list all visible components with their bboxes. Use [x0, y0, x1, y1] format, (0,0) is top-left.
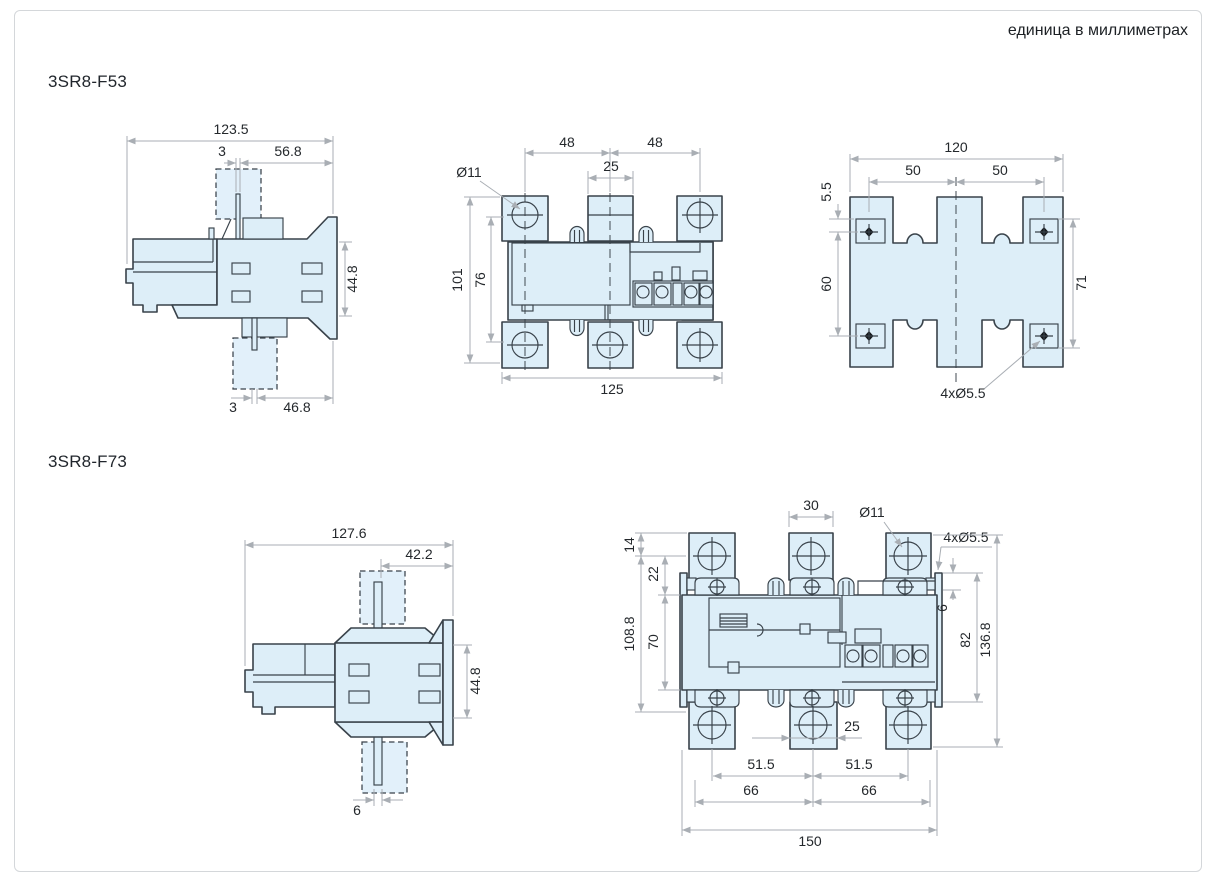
dim-label: 3: [229, 399, 237, 415]
dim-label: 30: [803, 497, 819, 513]
f53-mounting-plate: [850, 177, 1063, 382]
dim-label: 48: [647, 134, 663, 150]
dim-label: 5.5: [818, 182, 834, 202]
dim-label: 70: [645, 634, 661, 650]
f53-side-body: [126, 169, 337, 389]
dim-label: 51.5: [845, 756, 873, 772]
f53-front-body: [502, 193, 722, 370]
dim-label: 44.8: [467, 667, 483, 695]
f73-front-view-drawing: [612, 485, 1047, 880]
dim-label: 136.8: [977, 622, 993, 658]
f73-side-view-drawing: [180, 470, 500, 865]
dim-label: 25: [603, 158, 619, 174]
dim-label: 150: [798, 833, 822, 849]
dim-label: 42.2: [405, 546, 433, 562]
dim-label: Ø11: [859, 504, 885, 520]
dim-label: 48: [559, 134, 575, 150]
dim-label: 14: [621, 537, 637, 553]
dim-label: 4xØ5.5: [943, 529, 989, 545]
dim-label: 60: [818, 276, 834, 292]
dim-label: 125: [600, 381, 624, 397]
dim-label: 6: [353, 802, 361, 818]
dim-label: 25: [844, 718, 860, 734]
dim-label: 22: [645, 566, 661, 582]
dim-label: 76: [472, 272, 488, 288]
model-label-f53: 3SR8-F53: [48, 72, 128, 91]
dim-label: 50: [992, 162, 1008, 178]
dim-label: 101: [449, 268, 465, 292]
dim-label: 66: [861, 782, 877, 798]
dim-label: 6: [934, 604, 950, 612]
dim-label: 56.8: [274, 143, 302, 159]
dim-label: 46.8: [283, 399, 311, 415]
units-note: единица в миллиметрах: [1007, 22, 1188, 39]
dim-label: 50: [905, 162, 921, 178]
dim-label: 108.8: [621, 616, 637, 652]
dim-label: Ø11: [456, 164, 482, 180]
dim-label: 71: [1073, 275, 1089, 291]
dim-label: 51.5: [747, 756, 775, 772]
dim-label: 4xØ5.5: [940, 385, 986, 401]
f73-side-body: [245, 571, 453, 793]
dim-label: 44.8: [344, 265, 360, 293]
dim-label: 120: [944, 139, 968, 155]
f73-front-body: [680, 533, 942, 749]
dim-label: 3: [218, 143, 226, 159]
dim-label: 66: [743, 782, 759, 798]
f53-front-view-drawing: [440, 118, 770, 403]
dim-label: 127.6: [331, 525, 367, 541]
dim-label: 123.5: [213, 121, 249, 137]
dim-label: 82: [957, 632, 973, 648]
f53-side-view-drawing: [100, 115, 400, 425]
model-label-f73: 3SR8-F73: [48, 452, 128, 471]
f53-mounting-view-drawing: [795, 125, 1120, 410]
